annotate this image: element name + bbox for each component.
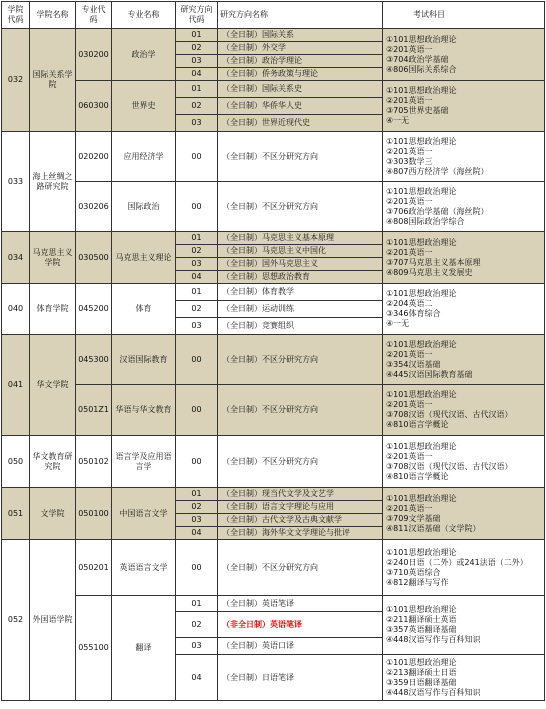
college-code: 034 <box>2 232 30 284</box>
major-name: 国际政治 <box>112 182 176 232</box>
college-code: 051 <box>2 488 30 540</box>
dir-name: （全日制）华侨华人史 <box>218 98 383 115</box>
dir-code: 02 <box>176 42 218 55</box>
college-code: 032 <box>2 29 30 132</box>
dir-code: 03 <box>176 258 218 271</box>
major-name: 汉语国际教育 <box>112 335 176 385</box>
exam-line: ③709文学基础 <box>386 513 441 523</box>
exam-line: ④808国际政治学综合 <box>386 216 465 226</box>
dir-code: 03 <box>176 55 218 68</box>
major-name: 世界史 <box>112 81 176 132</box>
dir-name: （全日制）马克思主义基本原理 <box>218 232 383 245</box>
dir-name: （全日制）侨务政策与理论 <box>218 68 383 81</box>
exam-line: ①101思想政治理论 <box>386 441 457 451</box>
header-college-code: 学院代码 <box>2 2 30 29</box>
exam-line: ③707马克思主义基本原理 <box>386 257 481 267</box>
exam-line: ②201英语一 <box>386 349 433 359</box>
major-name: 中国语言文学 <box>112 488 176 540</box>
dir-code: 00 <box>176 436 218 488</box>
exam-line: ①101思想政治理论 <box>386 289 457 298</box>
dir-code: 02 <box>176 501 218 514</box>
dir-name: （全日制）英语口译 <box>218 638 383 655</box>
dir-name: （全日制）不区分研究方向 <box>218 540 383 596</box>
dir-code: 02 <box>176 98 218 115</box>
exam-line: ①101思想政治理论 <box>386 237 457 247</box>
dir-code: 01 <box>176 81 218 98</box>
table-row <box>2 540 545 596</box>
dir-code: 00 <box>176 182 218 232</box>
exam-line: ③357英语翻译基础 <box>386 625 457 634</box>
major-code: 055100 <box>76 596 112 701</box>
dir-name: （全日制）海外华文文学理论与批评 <box>218 527 383 540</box>
major-code: 045200 <box>76 284 112 335</box>
exam-subjects <box>383 655 545 701</box>
dir-code: 02 <box>176 245 218 258</box>
header-exam: 考试科目 <box>383 2 545 29</box>
major-code: 060300 <box>76 81 112 132</box>
exam-line: ①101思想政治理论 <box>386 657 457 667</box>
exam-line: ②201英语一 <box>386 96 433 105</box>
exam-line: ②201英语一 <box>386 247 433 257</box>
header-major-name: 专业名称 <box>112 2 176 29</box>
header-major-code: 专业代码 <box>76 2 112 29</box>
college-name: 海上丝绸之路研究院 <box>30 132 76 232</box>
dir-code: 00 <box>176 540 218 596</box>
dir-name: （全日制）外交学 <box>218 42 383 55</box>
exam-subjects <box>383 335 545 385</box>
dir-code: 04 <box>176 271 218 284</box>
exam-subjects <box>383 284 545 335</box>
exam-subjects <box>383 81 545 132</box>
college-name: 华文学院 <box>30 335 76 436</box>
dir-code: 03 <box>176 638 218 655</box>
major-name: 应用经济学 <box>112 132 176 182</box>
exam-line: ②201英语一 <box>386 146 433 156</box>
major-name: 翻译 <box>112 596 176 701</box>
exam-line: ②201英语一 <box>386 400 433 409</box>
dir-code: 03 <box>176 115 218 132</box>
exam-subjects <box>383 182 545 232</box>
table-row <box>2 284 545 301</box>
exam-line: ②201英语一 <box>386 451 433 461</box>
exam-line: ①101思想政治理论 <box>386 339 457 349</box>
dir-code: 04 <box>176 68 218 81</box>
dir-name: （全日制）日语笔译 <box>218 655 383 701</box>
college-code: 041 <box>2 335 30 436</box>
table-row <box>2 596 545 612</box>
major-code: 050102 <box>76 436 112 488</box>
dir-name: （全日制）马克思主义中国化 <box>218 245 383 258</box>
dir-code: 03 <box>176 514 218 527</box>
exam-line: ③704政治学基础 <box>386 54 449 64</box>
dir-code: 00 <box>176 132 218 182</box>
college-name: 马克思主义学院 <box>30 232 76 284</box>
major-name: 马克思主义理论 <box>112 232 176 284</box>
exam-line: ④448汉语写作与百科知识 <box>386 687 481 697</box>
header-row <box>2 2 545 29</box>
dir-code: 03 <box>176 318 218 335</box>
exam-line: ①101思想政治理论 <box>386 547 457 557</box>
table-row <box>2 182 545 232</box>
major-code: 045300 <box>76 335 112 385</box>
dir-code: 04 <box>176 655 218 701</box>
college-name: 外国语学院 <box>30 540 76 701</box>
major-name: 语言学及应用语言学 <box>112 436 176 488</box>
dir-name: （全日制）不区分研究方向 <box>218 436 383 488</box>
exam-line: ④807西方经济学（海丝院） <box>386 166 489 176</box>
major-code: 030206 <box>76 182 112 232</box>
dir-name: （全日制）政治学理论 <box>218 55 383 68</box>
exam-line: ③708汉语（现代汉语、古代汉语） <box>386 461 513 471</box>
dir-name: （全日制）现当代文学及文艺学 <box>218 488 383 501</box>
major-code: 030200 <box>76 29 112 81</box>
exam-line: ④809马克思主义发展史 <box>386 267 473 277</box>
exam-subjects <box>383 596 545 655</box>
dir-name: （全日制）不区分研究方向 <box>218 182 383 232</box>
table-row <box>2 436 545 488</box>
dir-code: 01 <box>176 596 218 612</box>
major-name: 英语语言文学 <box>112 540 176 596</box>
exam-line: ②201英语一 <box>386 503 433 513</box>
dir-code: 04 <box>176 527 218 540</box>
dir-name: （全日制）英语笔译 <box>218 596 383 612</box>
dir-name: （全日制）运动训练 <box>218 301 383 318</box>
table-row <box>2 488 545 501</box>
dir-code: 02 <box>176 612 218 638</box>
dir-name: （全日制）语言文字理论与应用 <box>218 501 383 514</box>
exam-line: ③705世界史基础 <box>386 106 449 115</box>
exam-line: ④810语言学概论 <box>386 471 449 481</box>
table-row <box>2 385 545 436</box>
table-row <box>2 29 545 42</box>
college-name: 国际关系学院 <box>30 29 76 132</box>
exam-line: ②240日语（二外）或241法语（二外） <box>386 557 528 567</box>
exam-line: ①101思想政治理论 <box>386 186 457 196</box>
exam-line: ③303数学三 <box>386 156 433 166</box>
exam-subjects <box>383 540 545 596</box>
dir-name: （全日制）不区分研究方向 <box>218 335 383 385</box>
dir-name: （全日制）国外马克思主义 <box>218 258 383 271</box>
exam-subjects <box>383 385 545 436</box>
table-row <box>2 81 545 98</box>
exam-line: ③708汉语（现代汉语、古代汉语） <box>386 410 513 419</box>
college-code: 040 <box>2 284 30 335</box>
college-code: 050 <box>2 436 30 488</box>
dir-code: 01 <box>176 284 218 301</box>
college-name: 华文教育研究院 <box>30 436 76 488</box>
dir-code: 01 <box>176 29 218 42</box>
dir-name: （全日制）古代文学及古典文献学 <box>218 514 383 527</box>
dir-name: （全日制）思想政治教育 <box>218 271 383 284</box>
dir-name: （全日制）国际关系 <box>218 29 383 42</box>
major-name: 体育 <box>112 284 176 335</box>
table-row <box>2 132 545 182</box>
exam-subjects <box>383 436 545 488</box>
major-code: 0501Z1 <box>76 385 112 436</box>
exam-line: ④811汉语基础（文学院） <box>386 523 481 533</box>
header-dir-code: 研究方向代码 <box>176 2 218 29</box>
exam-line: ①101思想政治理论 <box>386 34 457 44</box>
college-code: 033 <box>2 132 30 232</box>
exam-line: ④一无 <box>386 116 410 125</box>
dir-name: （全日制）竞赛组织 <box>218 318 383 335</box>
major-code: 020200 <box>76 132 112 182</box>
major-code: 050201 <box>76 540 112 596</box>
exam-line: ②201英语一 <box>386 196 433 206</box>
exam-line: ④810语言学概论 <box>386 420 449 429</box>
table-row <box>2 232 545 245</box>
dir-name: （全日制）体育教学 <box>218 284 383 301</box>
dir-code: 00 <box>176 385 218 436</box>
major-name: 政治学 <box>112 29 176 81</box>
major-name: 华语与华文教育 <box>112 385 176 436</box>
exam-line: ④806国际关系综合 <box>386 64 457 74</box>
major-code: 050100 <box>76 488 112 540</box>
college-name: 文学院 <box>30 488 76 540</box>
exam-line: ④一无 <box>386 319 410 328</box>
dir-name: （全日制）不区分研究方向 <box>218 385 383 436</box>
exam-line: ③354汉语基础 <box>386 359 441 369</box>
dir-name: （全日制）国际关系史 <box>218 81 383 98</box>
exam-line: ①101思想政治理论 <box>386 605 457 614</box>
exam-subjects <box>383 232 545 284</box>
exam-line: ④445汉语国际教育基础 <box>386 369 473 379</box>
dir-code: 02 <box>176 301 218 318</box>
admissions-table <box>1 1 545 701</box>
dir-name: （全日制）世界近现代史 <box>218 115 383 132</box>
exam-line: ①101思想政治理论 <box>386 86 457 95</box>
exam-line: ②201英语一 <box>386 44 433 54</box>
exam-line: ④812翻译与写作 <box>386 577 449 587</box>
exam-line: ②213翻译硕士日语 <box>386 667 457 677</box>
college-code: 052 <box>2 540 30 701</box>
dir-name: （非全日制）英语笔译 <box>218 612 383 638</box>
exam-line: ③706政治学基础（海丝院） <box>386 206 489 216</box>
header-college-name: 学院名称 <box>30 2 76 29</box>
exam-subjects <box>383 29 545 81</box>
dir-code: 01 <box>176 488 218 501</box>
exam-line: ③346体育综合 <box>386 309 441 318</box>
exam-line: ②211翻译硕士英语 <box>386 615 457 624</box>
exam-subjects <box>383 488 545 540</box>
exam-line: ①101思想政治理论 <box>386 493 457 503</box>
exam-line: ①101思想政治理论 <box>386 390 457 399</box>
exam-line: ②204英语二 <box>386 299 433 308</box>
dir-name: （全日制）不区分研究方向 <box>218 132 383 182</box>
header-dir-name: 研究方向名称 <box>218 2 383 29</box>
exam-line: ③359日语翻译基础 <box>386 677 457 687</box>
exam-line: ①101思想政治理论 <box>386 136 457 146</box>
table-row <box>2 335 545 385</box>
college-name: 体育学院 <box>30 284 76 335</box>
exam-line: ④448汉语写作与百科知识 <box>386 635 481 644</box>
dir-code: 01 <box>176 232 218 245</box>
exam-subjects <box>383 132 545 182</box>
exam-line: ③710英语综合 <box>386 567 441 577</box>
major-code: 030500 <box>76 232 112 284</box>
dir-code: 00 <box>176 335 218 385</box>
